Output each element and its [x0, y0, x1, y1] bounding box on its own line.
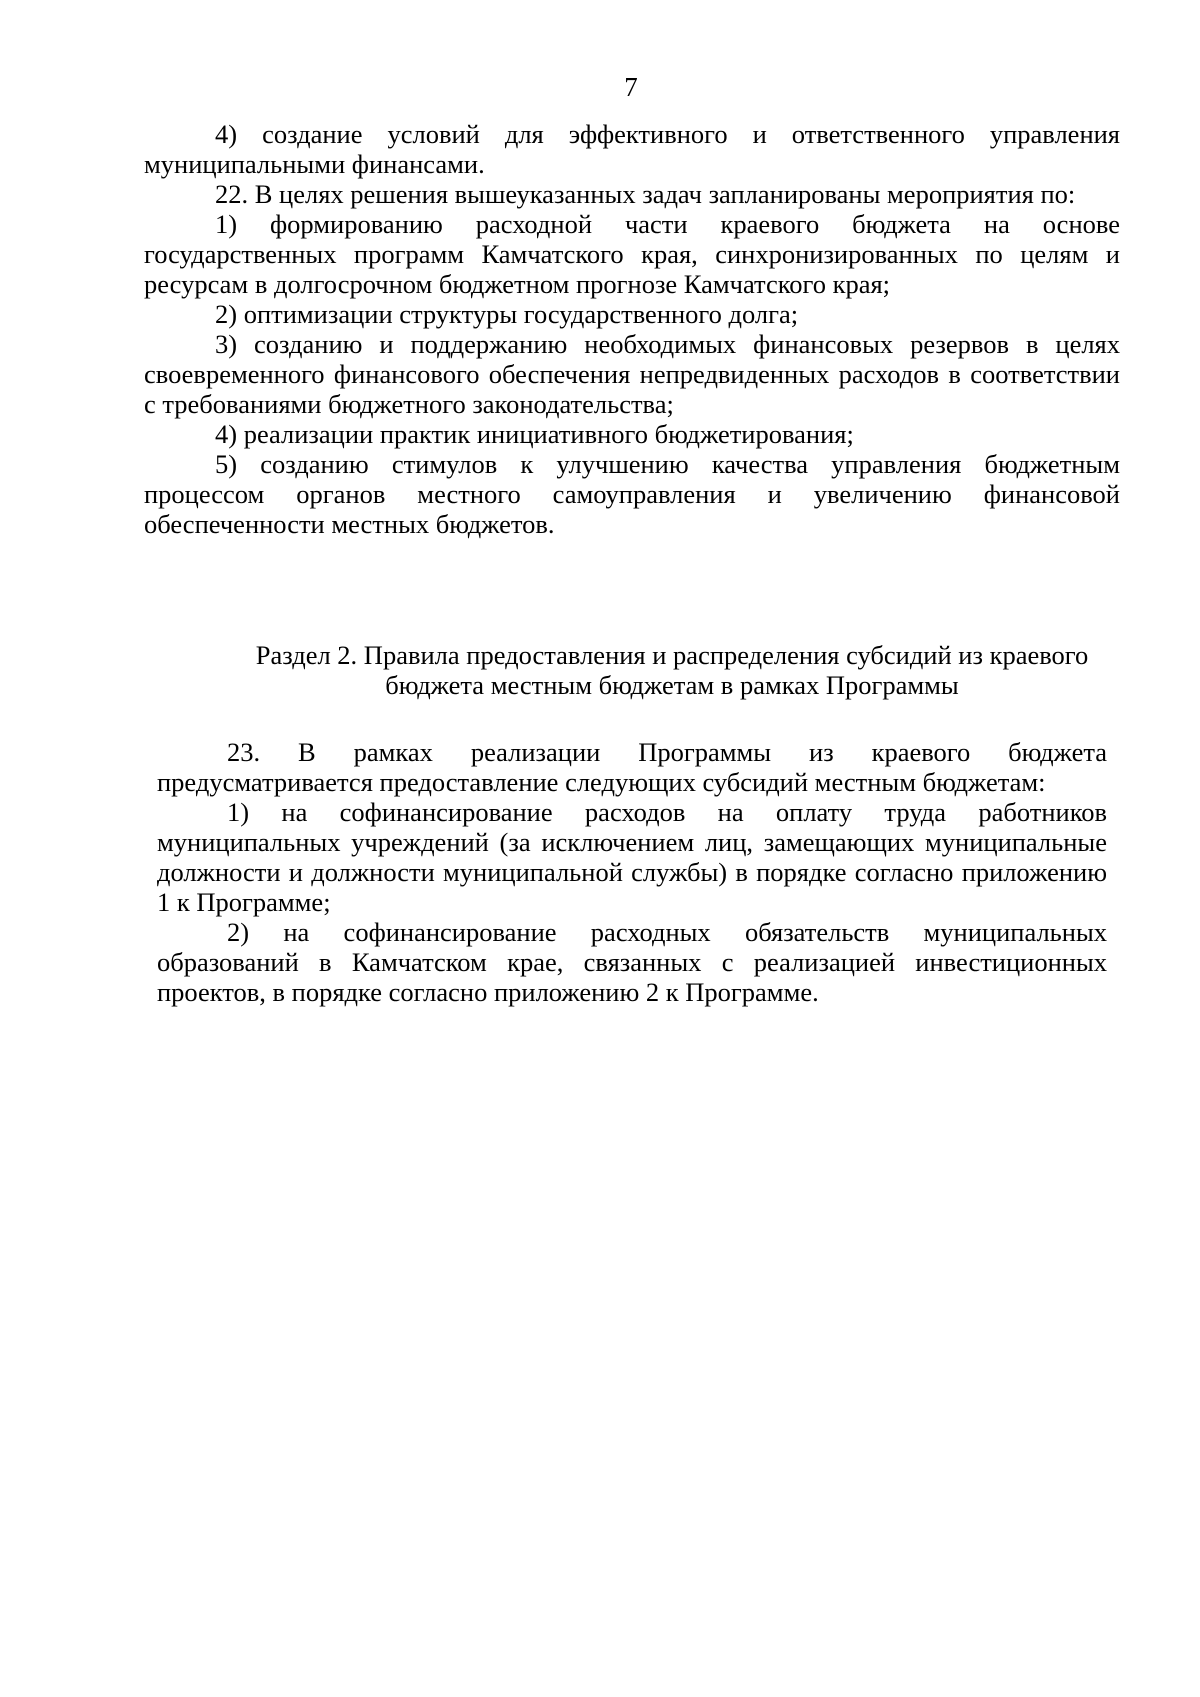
paragraph: 1) на софинансирование расходов на оплату труда работников муниципальных учреждений (за исключением лиц, замещающих муниципальные должности и должности муниципальной службы) в порядке согласно приложению 1 к Программе;: [157, 797, 1107, 917]
section-heading: [144, 640, 1120, 700]
paragraph: 2) на софинансирование расходных обязательств муниципальных образований в Камчатском крае, связанных с реализацией инвестиционных проектов, в порядке согласно приложению 2 к Программе.: [157, 917, 1107, 1007]
section-heading-line: бюджета местным бюджетам в рамках Программы: [385, 670, 959, 700]
paragraph: 5) созданию стимулов к улучшению качества управления бюджетным процессом органов местного самоуправления и увеличению финансовой обеспеченности местных бюджетов.: [144, 449, 1120, 539]
paragraph: 22. В целях решения вышеуказанных задач запланированы мероприятия по:: [215, 179, 1076, 209]
paragraph: 2) оптимизации структуры государственного долга;: [215, 299, 799, 329]
paragraph: 1) формированию расходной части краевого бюджета на основе государственных программ Камчатского края, синхронизированных по целям и ресурсам в долгосрочном бюджетном прогнозе Камчатского края;: [144, 209, 1120, 299]
section-heading-line: Раздел 2. Правила предоставления и распределения субсидий из краевого: [255, 640, 1089, 670]
document-body-bottom: [157, 737, 1107, 1007]
page-number: 7: [624, 72, 638, 102]
document-body-top: [144, 119, 1120, 539]
paragraph: 3) созданию и поддержанию необходимых финансовых резервов в целях своевременного финансового обеспечения непредвиденных расходов в соответствии с требованиями бюджетного законодательства;: [144, 329, 1120, 419]
paragraph: 4) создание условий для эффективного и ответственного управления муниципальными финансами.: [144, 119, 1120, 179]
paragraph: 23. В рамках реализации Программы из краевого бюджета предусматривается предоставление следующих субсидий местным бюджетам:: [157, 737, 1107, 797]
paragraph: 4) реализации практик инициативного бюджетирования;: [215, 419, 854, 449]
